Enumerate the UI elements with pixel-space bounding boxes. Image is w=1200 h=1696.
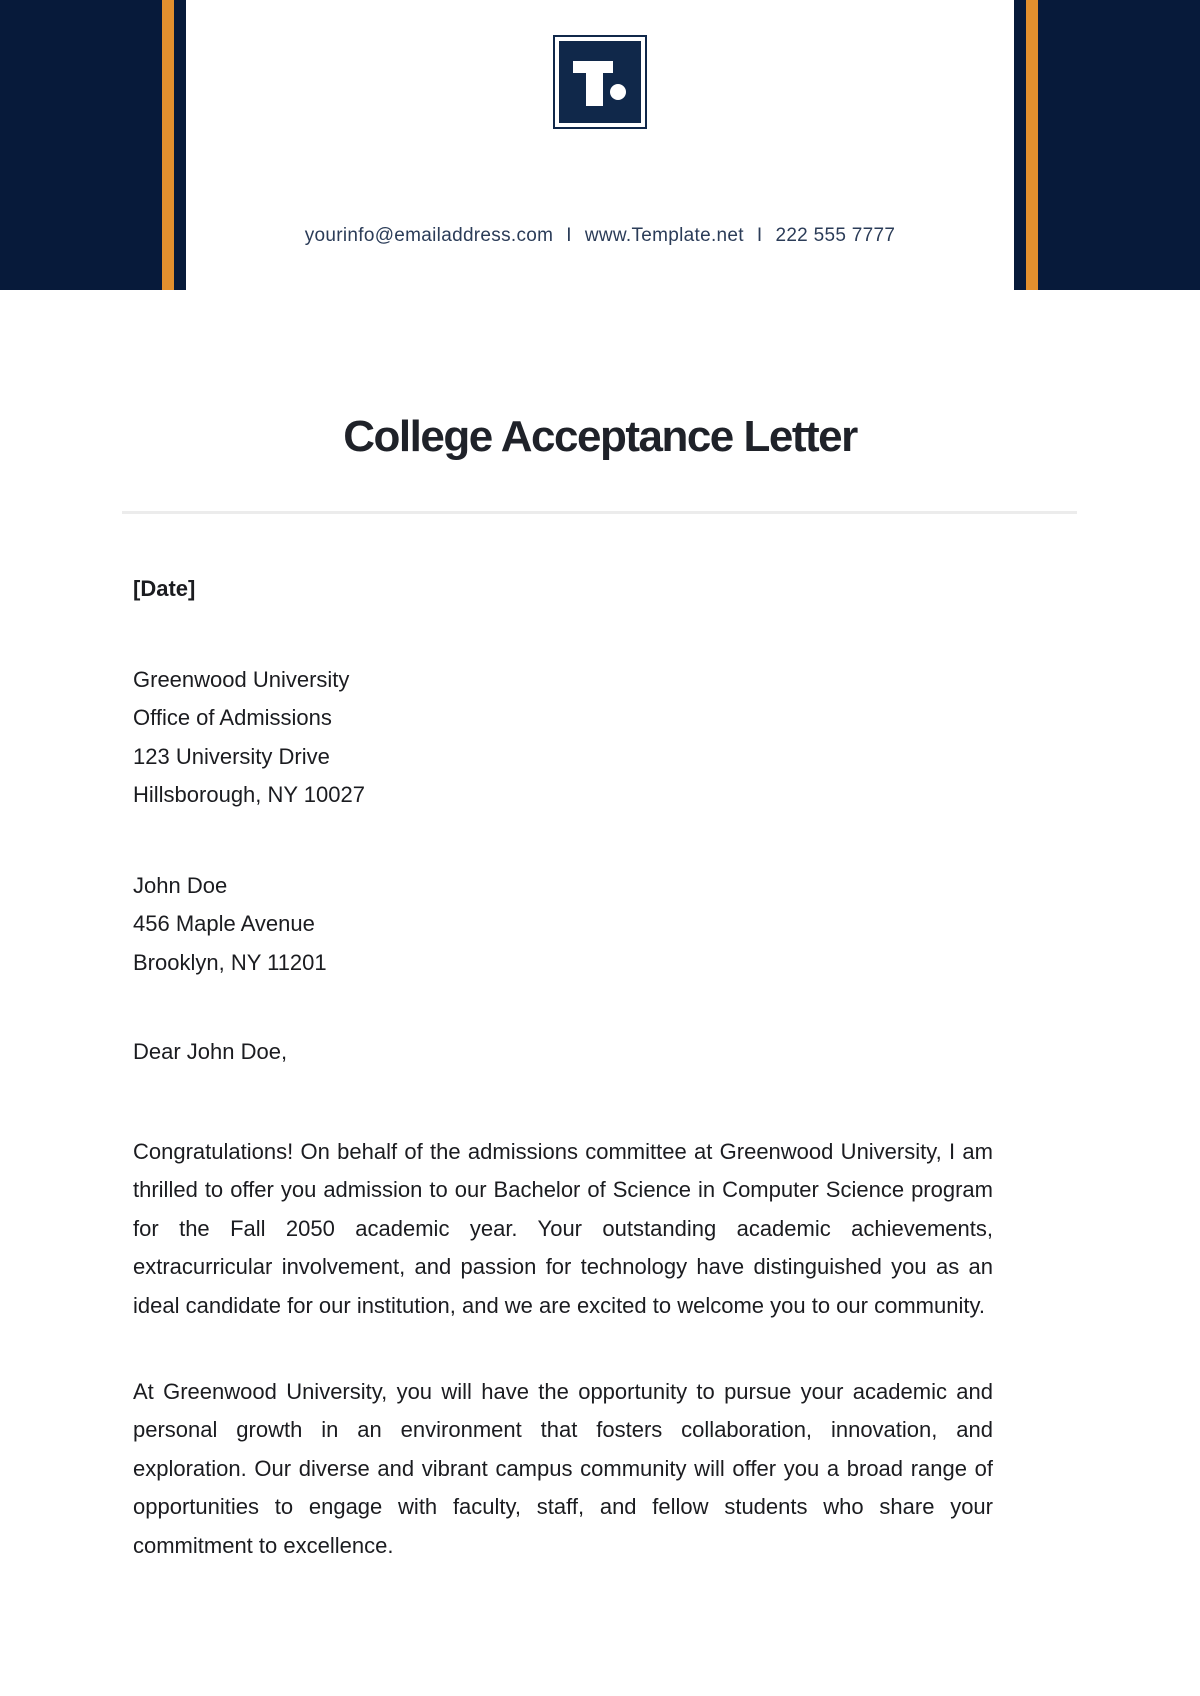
contact-phone: 222 555 7777 xyxy=(775,225,896,246)
header-right-inner-stripe xyxy=(1014,0,1026,290)
letterhead xyxy=(0,0,1200,290)
address-line: John Doe xyxy=(133,873,228,898)
brand-logo xyxy=(553,35,647,129)
header-right-band xyxy=(1038,0,1200,290)
salutation: Dear John Doe, xyxy=(133,1039,288,1064)
address-line: Greenwood University xyxy=(133,667,350,692)
address-line: 456 Maple Avenue xyxy=(133,911,315,937)
header-right-orange-stripe xyxy=(1026,0,1038,290)
address-line: Office of Admissions xyxy=(133,705,332,731)
header-left-band xyxy=(0,0,162,290)
contact-website: www.Template.net xyxy=(584,225,744,246)
title-divider xyxy=(122,511,1077,514)
contact-line xyxy=(186,224,1014,248)
contact-separator: I xyxy=(566,225,572,246)
logo-t-icon xyxy=(559,41,641,123)
page-title: College Acceptance Letter xyxy=(343,412,857,461)
university-address-block xyxy=(133,661,993,815)
recipient-address-block xyxy=(133,867,993,982)
paragraph-2: At Greenwood University, you will have the opportunity to pursue your academic and personal growth in an environment that fosters collaboration, innovation, and exploration. Our diverse and vibrant campus community will offer you a broad range of opportunities to engage with faculty, staff, and fellow students who share your commitment to excellence. xyxy=(133,1379,993,1558)
address-line: Hillsborough, NY 10027 xyxy=(133,782,365,808)
paragraph-1: Congratulations! On behalf of the admissions committee at Greenwood University, I am thrilled to offer you admission to our Bachelor of Science in Computer Science program for the Fall 2050 academic year. Your outstanding academic achievements, extracurricular involvement, and passion for technology have distinguished you as an ideal candidate for our institution, and we are excited to welcome you to our community. xyxy=(133,1139,993,1318)
address-line: Brooklyn, NY 11201 xyxy=(133,949,327,975)
date-placeholder: [Date] xyxy=(133,576,196,601)
header-left-orange-stripe xyxy=(162,0,174,290)
contact-separator: I xyxy=(756,225,763,246)
contact-email: yourinfo@emailaddress.com xyxy=(304,225,554,246)
header-left-inner-stripe xyxy=(174,0,186,290)
address-line: 123 University Drive xyxy=(133,743,330,769)
